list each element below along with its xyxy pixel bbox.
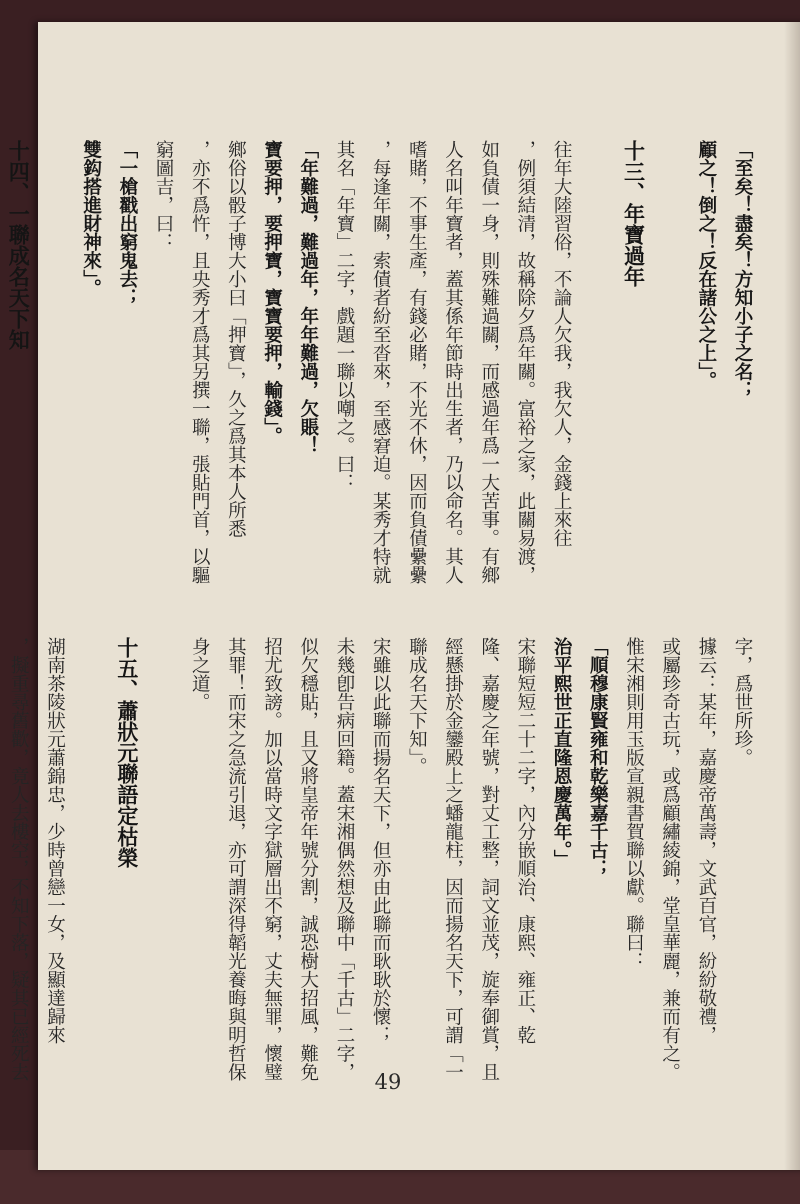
text-column: ，亦不爲忤，且央秀才爲其另撰一聯，張貼門首，以驅	[189, 140, 211, 584]
section-heading: 十四、一聯成名天下知	[6, 140, 32, 350]
text-column: 隆、嘉慶之年號，對丈工整，詞文並茂，旋奉御賞，且	[478, 637, 500, 1081]
spine-shadow	[784, 22, 800, 1170]
text-column: 往年大陸習俗，不論人欠我，我欠人，金錢上來往	[551, 140, 573, 547]
book-page	[6, 22, 800, 1170]
couplet-line: 顧之！倒之！反在諸公之上」。	[695, 140, 717, 390]
text-column: ，每逢年關，索債者紛至沓來，至感窘迫。某秀才特就	[370, 140, 392, 584]
text-column: ，例須結清，故稱除夕爲年關。富裕之家，此關易渡，	[514, 140, 536, 584]
text-column: 鄉俗以骰子博大小曰「押寶」，久之爲其本人所悉	[225, 140, 247, 538]
text-column: 字，爲世所珍。	[732, 637, 753, 767]
text-column: 似欠穩貼，且又將皇帝年號分割，誠恐樹大招風，難免	[297, 637, 319, 1081]
section-heading: 十三、年寶過年	[621, 140, 647, 287]
text-column: 聯成名天下知」。	[406, 637, 428, 776]
text-column: 窮圖吉，曰：	[153, 140, 174, 251]
section-heading: 十五、蕭狀元聯語定枯榮	[114, 637, 140, 868]
text-column: 嗜賭，不事生產，有錢必賭，不光不休，因而負債纍纍	[406, 140, 428, 584]
text-column: 湖南茶陵狀元蕭錦忠，少時曾戀一女，及顯達歸來	[44, 637, 66, 1044]
text-column: 或屬珍奇古玩，或爲顧繡綾錦，堂皇華麗，兼而有之。	[659, 637, 681, 1081]
couplet-line: 雙鈎搭進財神來」。	[80, 140, 102, 298]
couplet-line: 「順穆康賢雍和乾樂嘉千古；	[587, 637, 609, 878]
text-column: 人名叫年寶者，蓋其係年節時出生者，乃以命名。其人	[442, 140, 464, 584]
text-column: 經懸掛於金鑾殿上之蟠龍柱，因而揚名天下，可謂「一	[442, 637, 464, 1081]
upper-text-block	[6, 140, 753, 595]
text-column: 其名「年寶」二字，戲題一聯以嘲之。曰：	[333, 140, 355, 492]
lower-text-block	[8, 637, 753, 1081]
couplet-line: 「年難過，難過年，年年難過，欠賬！	[297, 140, 319, 455]
page-number: 49	[374, 1070, 402, 1094]
text-column: ，擬重尋舊歡，竟人去樓空，不知下落，疑其已經死去	[8, 637, 30, 1081]
text-column: 宋雖以此聯而揚名天下，但亦由此聯而耿耿於懷；	[370, 637, 392, 1044]
couplet-line: 「至矣！盡矣！方知小子之名；	[732, 140, 753, 399]
text-column: 據云：某年，嘉慶帝萬壽，文武百官，紛紛敬禮，	[695, 637, 717, 1044]
couplet-line: 治平熙世正直隆恩慶萬年。」	[551, 637, 573, 869]
couplet-line: 寶要押，要押寶，寶寶要押，輸錢」。	[261, 140, 283, 446]
couplet-line: 「一槍戳出窮鬼去；	[116, 140, 138, 307]
text-column: 宋聯短短二十二字，內分嵌順治、康熙、雍正、乾	[514, 637, 536, 1044]
text-column: 身之道。	[189, 637, 211, 711]
text-column: 招尤致謗。加以當時文字獄層出不窮，丈夫無罪，懷璧	[261, 637, 283, 1081]
text-column: 其罪！而宋之急流引退，亦可謂深得韜光養晦與明哲保	[225, 637, 247, 1081]
text-column: 如負債一身，則殊難過關，而感過年爲一大苦事。有鄉	[478, 140, 500, 584]
text-column: 未幾卽告病回籍。蓋宋湘偶然想及聯中「千古」二字，	[333, 637, 355, 1081]
text-column: 惟宋湘則用玉版宣親書賀聯以獻。聯曰：	[623, 637, 645, 970]
